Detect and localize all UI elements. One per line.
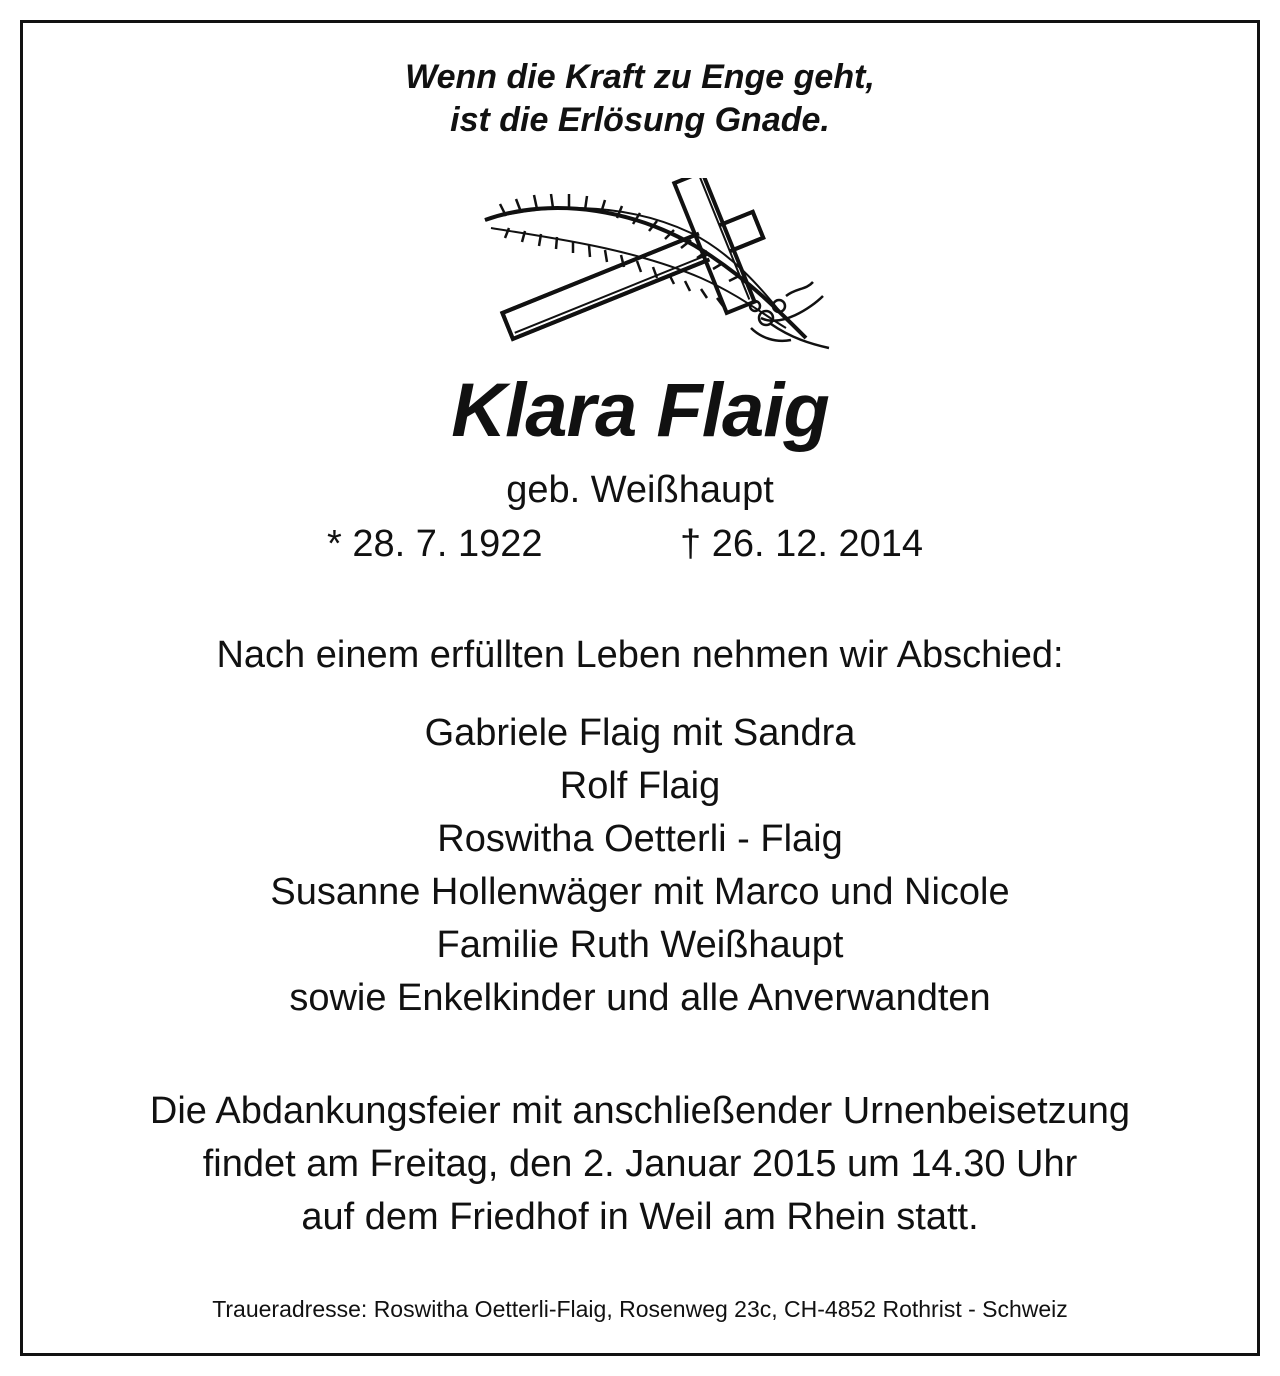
mourner-line: Rolf Flaig (559, 765, 721, 807)
mourner-line: Susanne Hollenwäger mit Marco und Nicole (270, 871, 1010, 913)
birth-name: geb. Weißhaupt (506, 469, 774, 511)
mourner-line: Familie Ruth Weißhaupt (436, 924, 844, 966)
motto-line-2: ist die Erlösung Gnade. (450, 101, 830, 139)
mourner-line: sowie Enkelkinder und alle Anverwandten (289, 977, 991, 1019)
life-dates (23, 520, 1257, 568)
death-date: † 26. 12. 2014 (680, 523, 923, 565)
motto-line-1: Wenn die Kraft zu Enge geht, (405, 58, 875, 96)
deceased-name: Klara Flaig (451, 368, 829, 453)
birth-date: * 28. 7. 1922 (327, 523, 543, 565)
ceremony-line: findet am Freitag, den 2. Januar 2015 um 14.30 Uhr (202, 1143, 1078, 1185)
mourning-address: Traueradresse: Roswitha Oetterli-Flaig, Rosenweg 23c, CH-4852 Rothrist - Schweiz (212, 1296, 1068, 1322)
mourner-line: Roswitha Oetterli - Flaig (437, 818, 843, 860)
cross-with-palm-frond-icon (461, 178, 831, 353)
obituary-notice (20, 20, 1260, 1356)
mourner-line: Gabriele Flaig mit Sandra (424, 712, 856, 754)
ceremony-line: Die Abdankungsfeier mit anschließender Urnenbeisetzung (149, 1090, 1131, 1132)
ceremony-line: auf dem Friedhof in Weil am Rhein statt. (301, 1196, 979, 1238)
farewell-text: Nach einem erfüllten Leben nehmen wir Abschied: (216, 634, 1064, 676)
